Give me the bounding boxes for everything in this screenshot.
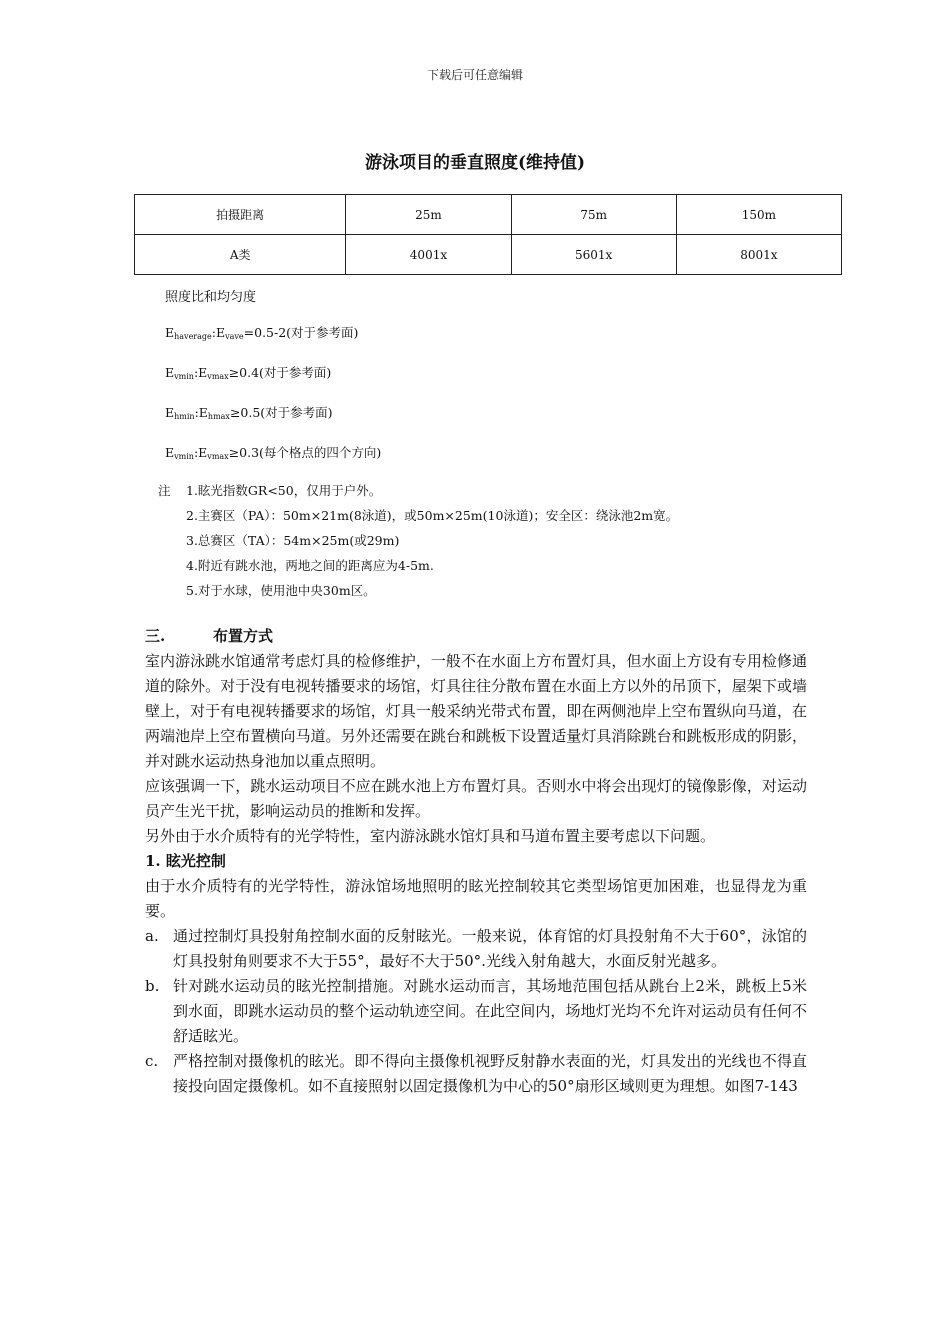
table-header-row <box>135 195 842 235</box>
notes-block <box>158 478 678 603</box>
note-item: 4.附近有跳水池，两地之间的距离应为4-5m. <box>186 558 434 573</box>
table-cell: 拍摄距离 <box>135 195 346 235</box>
paragraph: 另外由于水介质特有的光学特性，室内游泳跳水馆灯具和马道布置主要考虑以下问题。 <box>145 827 716 845</box>
paragraph: 由于水介质特有的光学特性，游泳馆场地照明的眩光控制较其它类型场馆更加困难，也显得龙为重要。 <box>145 877 807 920</box>
table-title: 游泳项目的垂直照度(维持值) <box>364 153 586 173</box>
note-item: 3.总赛区（TA）：54m×25m(或29m) <box>186 533 400 548</box>
table-cell: 150m <box>676 195 841 235</box>
table-row <box>135 235 842 275</box>
metric-row: $E_{hmin}:E_{hmax}\ge 0.5$(对于参考面) <box>165 405 333 421</box>
metric-row: $E_{vmin}:E_{vmax}\ge 0.3$(每个格点的四个方向) <box>165 445 382 461</box>
note-item: 5.对于水球，使用池中央30m区。 <box>186 583 376 598</box>
layout-section <box>145 624 807 1099</box>
uniformity-metrics <box>165 286 381 483</box>
table-cell: 5601x <box>511 235 676 275</box>
table-cell: 75m <box>511 195 676 235</box>
table-cell: 8001x <box>676 235 841 275</box>
section-number: 三. <box>145 627 166 645</box>
section-heading <box>145 624 807 649</box>
notes-label: 注 <box>158 483 171 498</box>
illuminance-table <box>134 194 842 275</box>
metrics-label: 照度比和均匀度 <box>165 290 257 305</box>
metric-row: $E_{haverage}:E_{vave}=0.5-2$(对于参考面) <box>165 325 359 341</box>
metric-row: $E_{vmin}:E_{vmax}\ge 0.4$(对于参考面) <box>165 365 332 381</box>
note-item: 注 1.眩光指数GR<50，仅用于户外。 <box>158 478 678 503</box>
table-cell: 25m <box>346 195 511 235</box>
list-item: c. 严格控制对摄像机的眩光。即不得向主摄像机视野反射静水表面的光，灯具发出的光线也不得直接投向固定摄像机。如不直接照射以固定摄像机为中心的50°扇形区域则更为理想。如图7-143 <box>145 1052 807 1095</box>
list-item: b. 针对跳水运动员的眩光控制措施。对跳水运动而言，其场地范围包括从跳台上2米，跳板上5米到水面，即跳水运动员的整个运动轨迹空间。在此空间内，场地灯光均不允许对运动员有任何不舒适眩光。 <box>145 977 807 1045</box>
subheading: 1. 眩光控制 <box>145 852 226 870</box>
list-item: a. 通过控制灯具投射角控制水面的反射眩光。一般来说，体育馆的灯具投射角不大于60°，泳馆的灯具投射角则要求不大于55°，最好不大于50°.光线入射角越大，水面反射光越多。 <box>145 927 807 970</box>
note-item: 2.主赛区（PA）：50m×21m(8泳道)，或50m×25m(10泳道)；安全区：绕泳池2m宽。 <box>186 508 679 523</box>
paragraph: 应该强调一下，跳水运动项目不应在跳水池上方布置灯具。否则水中将会出现灯的镜像影像，对运动员产生光干扰，影响运动员的推断和发挥。 <box>145 777 807 820</box>
paragraph: 室内游泳跳水馆通常考虑灯具的检修维护，一般不在水面上方布置灯具，但水面上方设有专用检修通道的除外。对于没有电视转播要求的场馆，灯具往往分散布置在水面上方以外的吊顶下，屋架下或墙壁上，对于有电视转播要求的场馆，灯具一般采纳光带式布置，即在两侧池岸上空布置纵向马道，在两端池岸上空布置横向马道。另外还需要在跳台和跳板下设置适量灯具消除跳台和跳板形成的阴影，并对跳水运动热身池加以重点照明。 <box>145 652 807 770</box>
page-header: 下载后可任意编辑 <box>426 68 523 82</box>
table-cell: 4001x <box>346 235 511 275</box>
table-cell: A类 <box>135 235 346 275</box>
section-title: 布置方式 <box>213 627 274 645</box>
